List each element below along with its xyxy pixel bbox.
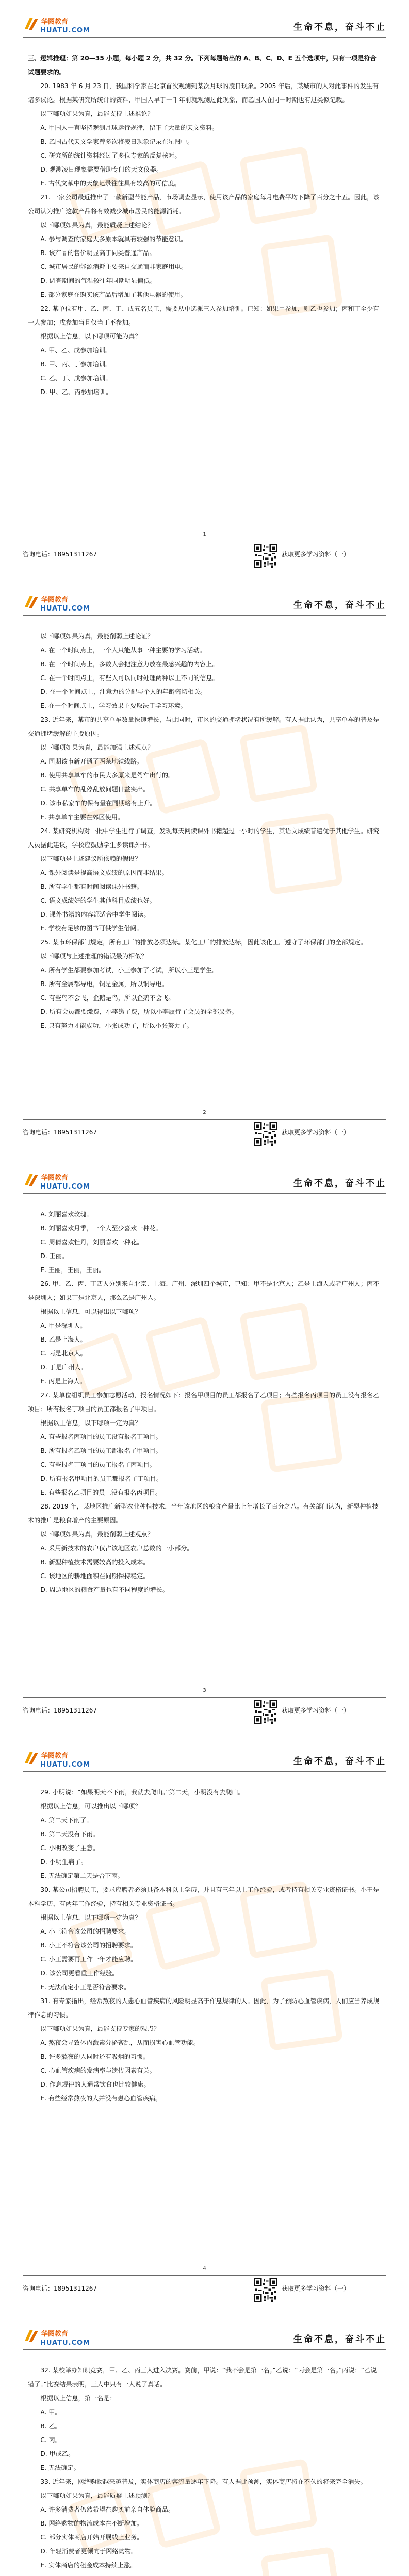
question-text: 21. 一家公司最近推出了一款新型节能产品，市场调查显示，使用该产品的家庭每月电费平均下降了百分之十五。因此，该公司认为推广这款产品将有效减少城市居民的能源消耗。 xyxy=(28,194,380,215)
question-text: 27. 某单位组织员工参加志愿活动，报名情况如下：报名甲项目的员工都报名了乙项目；有些报名丙项目的员工没有报名乙项目；所有报名丁项目的员工都报名了甲项目。 xyxy=(28,1392,380,1413)
page-content xyxy=(28,1208,381,1597)
answer-option: A. 在一个时间点上，一个人只能从事一种主要的学习活动。 xyxy=(40,647,206,654)
answer-option: C. 城市居民的能源消耗主要来自交通而非家庭用电。 xyxy=(40,263,187,270)
page-number: 3 xyxy=(203,1688,206,1693)
svg-text:HUATU.COM: HUATU.COM xyxy=(40,2339,90,2347)
answer-option: C. 研究所的统计资料经过了多位专家的反复核对。 xyxy=(40,152,181,159)
question-text: 20. 1983 年 6 月 23 日，我国科学家在北京首次观测到某次月球的凌日现象。2005 年后，某城市的人对此事件的发生有诸多议论。根据某研究所统计的资料，甲国人早于一千年前就观测过此现象，而乙国人在同一时期也有过类似记载。 xyxy=(28,82,379,104)
answer-option: B. 网络购物的物流成本在不断增加。 xyxy=(40,2520,143,2527)
question-text: 以下哪项如果为真，最能支持专家的观点？ xyxy=(40,2025,160,2032)
page-header xyxy=(23,591,386,616)
svg-text:华图教育: 华图教育 xyxy=(41,2330,69,2338)
question-text: 以下哪项与上述推理的错误最为相似？ xyxy=(40,953,148,960)
answer-option: A. 刘丽喜欢玫瑰。 xyxy=(40,1211,93,1218)
answer-option: A. 采用新技术的农户仅占该地区农户总数的一小部分。 xyxy=(40,1545,193,1552)
svg-text:HUATU.COM: HUATU.COM xyxy=(40,605,90,613)
answer-option: C. 丙是北京人。 xyxy=(40,1350,87,1357)
answer-option: E. 古代文献中的天象记录往往具有较高的可信度。 xyxy=(40,180,181,187)
answer-option: D. 年轻消费者更倾向于网络购物。 xyxy=(40,2548,138,2555)
answer-option: B. 在一个时间点上，多数人会把注意力放在最感兴趣的内容上。 xyxy=(40,660,219,668)
answer-option: B. 使用共享单车的市民大多原来是驾车出行的。 xyxy=(40,772,175,779)
question-text: 以下哪项如果为真，最能加强上述观点？ xyxy=(40,744,154,751)
question-text: 根据以上信息，第一名是： xyxy=(40,2395,116,2402)
answer-option: A. 有些报名丙项目的员工没有报名丁项目。 xyxy=(40,1433,162,1440)
question-text: 33. 近年来，网络购物越来越普及，实体商店的客流量逐年下降。有人据此预测，实体商店将在不久的将来完全消失。 xyxy=(40,2478,367,2485)
qr-caption: 获取更多学习资料（一） xyxy=(282,2285,350,2292)
answer-option: E. 王丽，王丽，王丽。 xyxy=(40,1266,105,1274)
huatu-logo-icon xyxy=(23,2327,100,2347)
answer-option: E. 丙是上海人。 xyxy=(40,1378,86,1385)
question-text: 以下哪项如果为真，最能支持上述推论？ xyxy=(40,110,154,117)
answer-option: A. 小王符合该公司的招聘要求。 xyxy=(40,1928,130,1935)
question-text: 25. 某市环保部门规定，所有工厂的排放必须达标。某化工厂的排放达标，因此该化工厂遵守了环保部门的全部规定。 xyxy=(40,939,367,946)
question-text: 根据以上信息，以下哪项一定为真？ xyxy=(40,1914,141,1921)
answer-option: E. 在一个时间点上，学习效果主要取决于学习环境。 xyxy=(40,702,187,709)
page-footer xyxy=(23,1119,386,1148)
page-content xyxy=(28,52,381,399)
page-header xyxy=(23,1748,386,1772)
hotline-text: 咨询电话：18951311267 xyxy=(23,2285,97,2292)
question-text: 以下哪项是上述建议所依赖的假设？ xyxy=(40,855,141,862)
answer-option: C. 有些鸟不会飞，企鹅是鸟，所以企鹅不会飞。 xyxy=(40,994,175,1002)
qr-code-icon xyxy=(254,544,277,568)
page-header xyxy=(23,2326,386,2350)
slogan: 生命不息，奋斗不止 xyxy=(293,22,386,32)
answer-option: D. 所有报名甲项目的员工都报名了丁项目。 xyxy=(40,1475,162,1482)
answer-option: D. 课外书籍的内容都适合中学生阅读。 xyxy=(40,911,150,918)
qr-caption: 获取更多学习资料（一） xyxy=(282,551,350,558)
question-text: 32. 某校举办知识竞赛，甲、乙、丙三人进入决赛。赛前，甲说：“我不会是第一名。”乙说：“丙会是第一名。”丙说：“乙说错了。”比赛结果表明，三人中只有一人说了真话。 xyxy=(28,2367,377,2388)
hotline-text: 咨询电话：18951311267 xyxy=(23,1129,97,1136)
huatu-logo-icon xyxy=(23,1171,100,1191)
answer-option: B. 乙是上海人。 xyxy=(40,1336,87,1343)
question-text: 根据以上信息，可以推出以下哪项？ xyxy=(40,1803,141,1810)
answer-option: D. 观测凌日现象需要借助专门的天文仪器。 xyxy=(40,166,162,173)
svg-text:华图教育: 华图教育 xyxy=(41,596,69,604)
qr-caption: 获取更多学习资料（一） xyxy=(282,1707,350,1714)
answer-option: D. 周边地区的粮食产量也有不同程度的增长。 xyxy=(40,1586,169,1594)
page-header xyxy=(23,13,386,38)
answer-option: C. 周倩喜欢牡丹，刘丽喜欢一种花。 xyxy=(40,1239,143,1246)
answer-option: A. 甲。 xyxy=(40,2409,61,2416)
answer-option: D. 所有会员都要缴费，小李缴了费，所以小李履行了会员的全部义务。 xyxy=(40,1008,238,1015)
answer-option: E. 无法确定。 xyxy=(40,2464,80,2471)
answer-option: B. 小王不符合该公司的招聘要求。 xyxy=(40,1942,137,1949)
answer-option: B. 该产品的售价明显高于同类普通产品。 xyxy=(40,249,156,257)
answer-option: A. 课外阅读是提高语文成绩的原因而非结果。 xyxy=(40,869,168,876)
svg-text:HUATU.COM: HUATU.COM xyxy=(40,1761,90,1769)
document-page-1 xyxy=(0,0,409,578)
answer-option: D. 调查期间的气温较往年同期明显偏低。 xyxy=(40,277,156,284)
answer-option: D. 该市私家车的保有量在同期略有上升。 xyxy=(40,800,156,807)
answer-option: C. 有些报名丁项目的员工报名了丙项目。 xyxy=(40,1461,156,1468)
page-number: 4 xyxy=(203,2266,206,2272)
page-content xyxy=(28,1786,381,2106)
page-footer xyxy=(23,541,386,570)
answer-option: C. 小王需要再工作一年才能应聘。 xyxy=(40,1956,137,1963)
question-text: 根据以上信息，可以得出以下哪项？ xyxy=(40,1308,141,1315)
answer-option: B. 乙。 xyxy=(40,2422,61,2430)
answer-option: C. 在一个时间点上，有些人可以同时处理两种以上不同的信息。 xyxy=(40,674,219,682)
answer-option: A. 许多消费者仍然希望在购买前亲自体验商品。 xyxy=(40,2506,175,2513)
question-text: 23. 近年来，某市的共享单车数量快速增长，与此同时，市区的交通拥堵状况有所缓解。有人据此认为，共享单车的普及是交通拥堵缓解的主要原因。 xyxy=(28,716,380,737)
qr-caption: 获取更多学习资料（一） xyxy=(282,1129,350,1136)
document-page-2 xyxy=(0,578,409,1156)
document-page-3 xyxy=(0,1156,409,1734)
answer-option: C. 该地区的耕地面积在同期保持稳定。 xyxy=(40,1572,150,1580)
answer-option: D. 作息规律的人通常饮食也比较健康。 xyxy=(40,2081,150,2088)
svg-text:HUATU.COM: HUATU.COM xyxy=(40,1183,90,1191)
answer-option: D. 甲或乙。 xyxy=(40,2450,75,2458)
svg-text:华图教育: 华图教育 xyxy=(41,1752,69,1760)
svg-text:华图教育: 华图教育 xyxy=(41,1174,69,1182)
answer-option: D. 在一个时间点上，注意力的分配与个人的年龄密切相关。 xyxy=(40,688,207,696)
huatu-logo-icon xyxy=(23,1749,100,1769)
answer-option: D. 甲、乙、丙参加培训。 xyxy=(40,388,112,396)
slogan: 生命不息，奋斗不止 xyxy=(293,1756,386,1767)
page-content xyxy=(28,630,381,1033)
question-text: 29. 小明说：“如果明天不下雨，我就去爬山。”第二天，小明没有去爬山。 xyxy=(40,1789,244,1796)
answer-option: B. 刘丽喜欢月季，一个人至少喜欢一种花。 xyxy=(40,1225,162,1232)
answer-option: E. 部分家庭在购买该产品后增加了其他电器的使用。 xyxy=(40,291,187,298)
slogan: 生命不息，奋斗不止 xyxy=(293,2334,386,2345)
hotline-text: 咨询电话：18951311267 xyxy=(23,1707,97,1714)
answer-option: A. 熬夜会导致体内激素分泌紊乱，从而损害心血管功能。 xyxy=(40,2039,200,2046)
hotline-text: 咨询电话：18951311267 xyxy=(23,551,97,558)
svg-text:HUATU.COM: HUATU.COM xyxy=(40,27,90,35)
document-page-5 xyxy=(0,2312,409,2576)
section-instructions: 三、逻辑推理：第 20—35 小题，每小题 2 分，共 32 分。下列每题给出的 A、B、C、D、E 五个选项中，只有一项是符合试题要求的。 xyxy=(28,55,377,76)
answer-option: A. 甲是深圳人。 xyxy=(40,1322,87,1329)
question-text: 根据以上信息，以下哪项一定为真？ xyxy=(40,1419,141,1427)
answer-option: B. 乙国古代天文学家曾多次将凌日现象记录在星图中。 xyxy=(40,138,193,145)
svg-text:华图教育: 华图教育 xyxy=(41,18,69,26)
answer-option: C. 心血管疾病的发病率与遗传因素有关。 xyxy=(40,2067,156,2074)
page-content xyxy=(28,2364,381,2572)
answer-option: D. 小明生病了。 xyxy=(40,1858,87,1866)
answer-option: C. 小明改变了主意。 xyxy=(40,1844,100,1852)
page-number: 2 xyxy=(203,1110,206,1115)
answer-option: E. 学校有足够的图书可供学生借阅。 xyxy=(40,925,143,932)
question-text: 24. 某研究机构对一批中学生进行了调查，发现每天阅读课外书籍超过一小时的学生，其语文成绩普遍优于其他学生。研究人员据此建议，学校应鼓励学生多读课外书。 xyxy=(28,827,380,849)
answer-option: C. 共享单车的乱停乱放问题日益突出。 xyxy=(40,786,150,793)
answer-option: B. 第二天没有下雨。 xyxy=(40,1831,99,1838)
answer-option: B. 新型种植技术需要较高的投入成本。 xyxy=(40,1558,150,1566)
answer-option: B. 所有金属都导电，铜是金属，所以铜导电。 xyxy=(40,980,169,988)
question-text: 30. 某公司招聘员工，要求应聘者必须具备本科以上学历，并且有三年以上工作经验，或者持有相关专业资格证书。小王是本科学历，有两年工作经验，持有相关专业资格证书。 xyxy=(28,1886,380,1907)
answer-option: A. 第二天下雨了。 xyxy=(40,1817,93,1824)
question-text: 以下哪项如果为真，最能质疑上述预测？ xyxy=(40,2492,154,2499)
answer-option: D. 王丽。 xyxy=(40,1252,69,1260)
answer-option: C. 语文成绩好的学生其他科目成绩也好。 xyxy=(40,897,156,904)
answer-option: E. 实体商店的租金成本持续上涨。 xyxy=(40,2562,137,2569)
answer-option: A. 所有学生都要参加考试，小王参加了考试，所以小王是学生。 xyxy=(40,967,219,974)
page-number: 1 xyxy=(203,532,206,537)
question-text: 31. 有专家指出，经常熬夜的人患心血管疾病的风险明显高于作息规律的人。因此，为了预防心血管疾病，人们应当养成规律作息的习惯。 xyxy=(28,1997,380,2019)
question-text: 22. 某单位有甲、乙、丙、丁、戊五名员工，需要从中选派三人参加培训。已知：如果甲参加，则乙也参加；丙和丁至少有一人参加；戊参加当且仅当丁不参加。 xyxy=(28,305,380,326)
answer-option: C. 丙。 xyxy=(40,2436,62,2444)
document-page-4 xyxy=(0,1734,409,2312)
answer-option: B. 许多熬夜的人同时还有吸烟的习惯。 xyxy=(40,2053,150,2060)
answer-option: E. 无法确定小王是否符合要求。 xyxy=(40,1984,130,1991)
answer-option: B. 所有学生都有时间阅读课外书籍。 xyxy=(40,883,143,890)
question-text: 26. 甲、乙、丙、丁四人分别来自北京、上海、广州、深圳四个城市，已知：甲不是北京人；乙是上海人或者广州人；丙不是深圳人；如果丁是北京人，那么乙是广州人。 xyxy=(28,1280,380,1301)
answer-option: A. 同期该市新开通了两条地铁线路。 xyxy=(40,758,143,765)
qr-code-icon xyxy=(254,1700,277,1724)
question-text: 以下哪项如果为真，最能削弱上述论证？ xyxy=(40,633,154,640)
answer-option: C. 部分实体商店开始开展线上业务。 xyxy=(40,2534,143,2541)
answer-option: E. 有些报名乙项目的员工没有报名丙项目。 xyxy=(40,1489,162,1496)
answer-option: D. 丁是广州人。 xyxy=(40,1364,87,1371)
answer-option: E. 有些经常熬夜的人并没有患心血管疾病。 xyxy=(40,2095,162,2102)
qr-code-icon xyxy=(254,2278,277,2302)
answer-option: E. 共享单车主要在郊区使用。 xyxy=(40,814,124,821)
page-footer xyxy=(23,1697,386,1726)
page-footer xyxy=(23,2275,386,2304)
answer-option: A. 甲国人一直坚持观测月球运行规律，留下了大量的天文资料。 xyxy=(40,124,219,131)
slogan: 生命不息，奋斗不止 xyxy=(293,1178,386,1189)
slogan: 生命不息，奋斗不止 xyxy=(293,600,386,611)
question-text: 以下哪项如果为真，最能质疑上述结论？ xyxy=(40,222,154,229)
answer-option: B. 甲、丙、丁参加培训。 xyxy=(40,361,112,368)
huatu-logo-icon xyxy=(23,592,100,613)
answer-option: C. 乙、丁、戊参加培训。 xyxy=(40,375,112,382)
answer-option: A. 甲、乙、戊参加培训。 xyxy=(40,347,112,354)
huatu-logo-icon xyxy=(23,14,100,35)
page-header xyxy=(23,1170,386,1194)
answer-option: B. 所有报名乙项目的员工都报名了甲项目。 xyxy=(40,1447,162,1454)
answer-option: E. 无法确定第二天是否下雨。 xyxy=(40,1872,124,1879)
question-text: 28. 2019 年，某地区推广新型农业种植技术，当年该地区的粮食产量比上年增长了百分之八。有关部门认为，新型种植技术的推广是粮食增产的主要原因。 xyxy=(28,1503,379,1524)
question-text: 根据以上信息，以下哪项可能为真？ xyxy=(40,333,141,340)
answer-option: E. 只有努力才能成功，小张成功了，所以小张努力了。 xyxy=(40,1022,193,1029)
answer-option: D. 该公司更看重工作经验。 xyxy=(40,1970,119,1977)
answer-option: A. 参与调查的家庭大多原本就具有较强的节能意识。 xyxy=(40,235,187,243)
qr-code-icon xyxy=(254,1122,277,1146)
question-text: 以下哪项如果为真，最能削弱上述观点？ xyxy=(40,1531,154,1538)
